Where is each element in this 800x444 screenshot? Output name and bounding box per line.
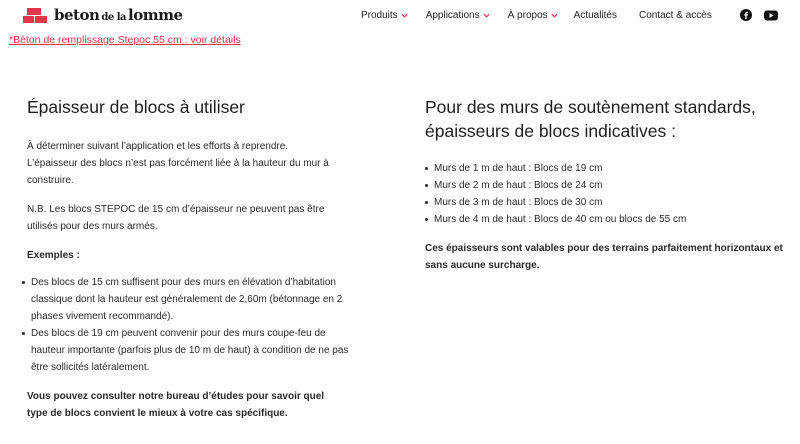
- list-item: Murs de 2 m de haut : Blocs de 24 cm: [425, 177, 790, 194]
- intro-paragraph: À déterminer suivant l’application et les efforts à reprendre. L’épaisseur des blocs n’est pas forcément liée à la hauteur du mur à construire.: [27, 141, 329, 186]
- nav-item-produits[interactable]: Produits: [361, 10, 408, 21]
- examples-label: Exemples :: [27, 250, 80, 261]
- facebook-icon[interactable]: [740, 9, 752, 21]
- main-nav: [361, 10, 712, 21]
- site-header: [0, 0, 800, 34]
- list-item: Des blocs de 19 cm peuvent convenir pour des murs coupe-feu de hauteur importante (parfois plus de 10 m de haut) à condition de ne pas être sollicités latéralement.: [22, 325, 362, 376]
- nav-item-contact[interactable]: Contact & accès: [639, 10, 712, 21]
- chevron-down-icon: [483, 12, 490, 19]
- nav-item-applications[interactable]: Applications: [426, 10, 490, 21]
- youtube-icon[interactable]: [764, 10, 778, 21]
- examples-list: [22, 274, 362, 376]
- left-column: [27, 96, 372, 422]
- left-section-title: Épaisseur de blocs à utiliser: [27, 97, 245, 117]
- right-section-title: Pour des murs de soutènement standards, épaisseurs de blocs indicatives :: [425, 97, 756, 141]
- wall-heights-list: [425, 160, 790, 228]
- list-item: Murs de 3 m de haut : Blocs de 30 cm: [425, 194, 790, 211]
- nb-paragraph: N.B. Les blocs STEPOC de 15 cm d’épaisseur ne peuvent pas être utilisés pour des murs armés.: [27, 204, 325, 232]
- logo-wordmark: beton de la lomme: [54, 6, 183, 24]
- conditions-note: Ces épaisseurs sont valables pour des terrains parfaitement horizontaux et sans aucune surcharge.: [425, 243, 783, 271]
- chevron-down-icon: [551, 12, 558, 19]
- list-item: Des blocs de 15 cm suffisent pour des murs en élévation d’habitation classique dont la hauteur est généralement de 2,60m (bétonnage en 2 phases vivement recommandé).: [22, 274, 362, 325]
- right-column: [425, 95, 790, 274]
- stepoc-details-link[interactable]: *Béton de remplissage Stepoc 55 cm : voir détails: [9, 34, 241, 46]
- social-links: [740, 9, 778, 21]
- chevron-down-icon: [401, 12, 408, 19]
- nav-item-actualites[interactable]: Actualités: [573, 10, 617, 21]
- consult-paragraph: Vous pouvez consulter notre bureau d’études pour savoir quel type de blocs convient le mieux à votre cas spécifique.: [27, 391, 325, 419]
- nav-item-a-propos[interactable]: À propos: [508, 10, 558, 21]
- list-item: Murs de 1 m de haut : Blocs de 19 cm: [425, 160, 790, 177]
- list-item: Murs de 4 m de haut : Blocs de 40 cm ou blocs de 55 cm: [425, 211, 790, 228]
- site-logo[interactable]: [22, 6, 183, 24]
- bricks-logo-icon: [22, 6, 48, 24]
